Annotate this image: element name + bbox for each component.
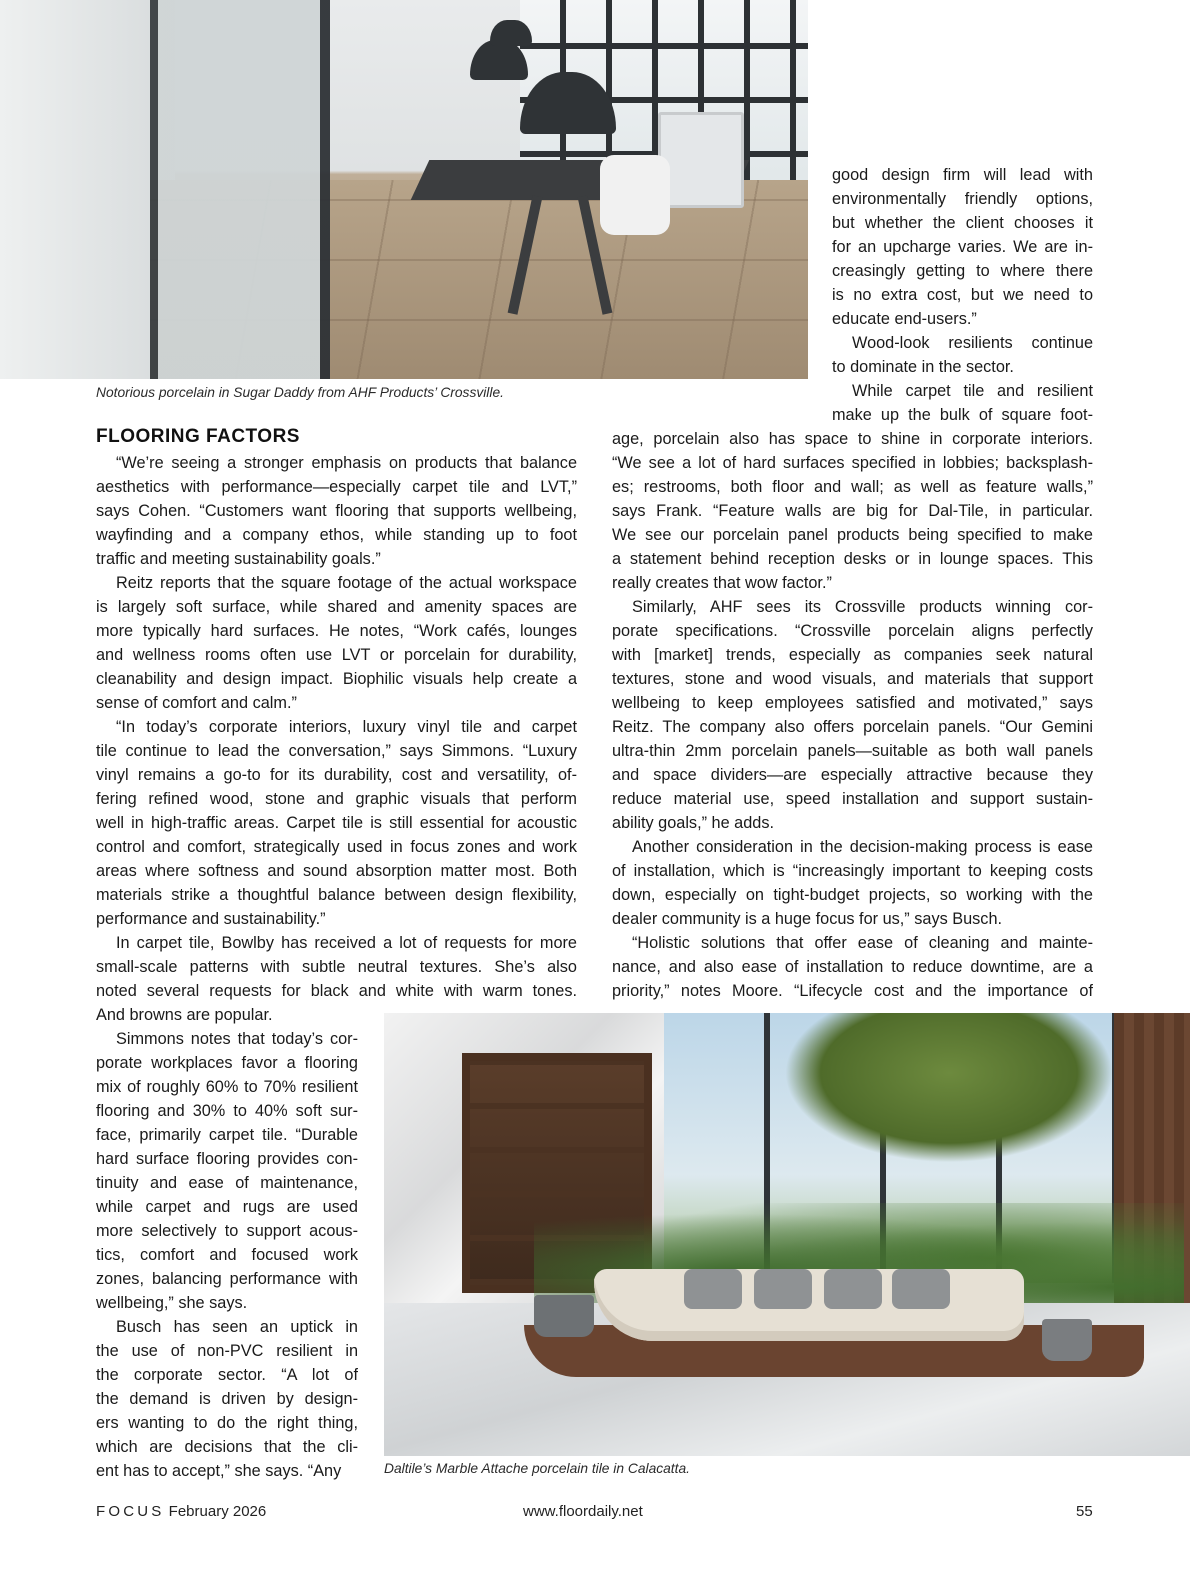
right-top-column (832, 163, 1093, 427)
footer-url[interactable]: www.floordaily.net (523, 1503, 643, 1520)
left-narrow-column (96, 1027, 358, 1483)
text-line: tile continue to lead the conversation,” says Simmons. “Luxury (96, 742, 577, 760)
text-line: of installation, which is “increasingly important to keeping costs (612, 862, 1093, 880)
text-line: says Cohen. “Customers want flooring that supports wellbeing, (96, 502, 577, 520)
text-line: with [market] trends, especially as companies seek natural (612, 646, 1093, 664)
text-line: Another consideration in the decision-making process is ease (632, 838, 1093, 856)
text-line: mix of roughly 60% to 70% resilient (96, 1078, 358, 1096)
text-line: priority,” notes Moore. “Lifecycle cost and the importance of (612, 982, 1093, 1000)
text-line: Wood-look resilients continue (852, 334, 1093, 352)
text-line: es; restrooms, both floor and wall; as well as feature walls,” (612, 478, 1093, 496)
text-line: more typically hard surfaces. He notes, “Work cafés, lounges (96, 622, 577, 640)
text-line: We see our porcelain panel products being specified to make (612, 526, 1093, 544)
text-line: materials strike a thoughtful balance between design flexibility, (96, 886, 577, 904)
text-line: Reitz reports that the square footage of the actual workspace (116, 574, 577, 592)
footer-issue (96, 1503, 266, 1520)
text-line: wellbeing to keep employees satisfied and motivated,” says (612, 694, 1093, 712)
text-line: cleanability and design impact. Biophilic visuals help create a (96, 670, 577, 688)
text-line: creasingly getting to where there (832, 262, 1093, 280)
text-line: ability goals,” he adds. (612, 814, 775, 832)
text-line: good design firm will lead with (832, 166, 1093, 184)
text-line: tinuity and ease of maintenance, (96, 1174, 358, 1192)
text-line: a statement behind reception desks or in lounge spaces. This (612, 550, 1093, 568)
footer-page-number: 55 (1076, 1503, 1093, 1520)
text-line: Reitz. The company also offers porcelain panels. “Our Gemini (612, 718, 1093, 736)
text-line: small-scale patterns with subtle neutral textures. She’s also (96, 958, 577, 976)
text-line: for an upcharge varies. We are in- (832, 238, 1093, 256)
text-line: which are decisions that the cli- (96, 1438, 358, 1456)
text-line: is no extra cost, but we need to (832, 286, 1093, 304)
office-photo (0, 0, 808, 379)
section-heading: FLOORING FACTORS (96, 426, 300, 447)
text-line: the use of non-PVC resilient in (96, 1342, 358, 1360)
left-column (96, 451, 577, 1027)
text-line: performance and sustainability.” (96, 910, 326, 928)
text-line: hard surface flooring provides con- (96, 1150, 358, 1168)
text-line: And browns are popular. (96, 1006, 273, 1024)
text-line: Similarly, AHF sees its Crossville products winning cor- (632, 598, 1093, 616)
text-line: “We see a lot of hard surfaces specified in lobbies; backsplash- (612, 454, 1093, 472)
lobby-photo (384, 1013, 1190, 1456)
text-line: age, porcelain also has space to shine in corporate interiors. (612, 430, 1093, 448)
top-photo-caption: Notorious porcelain in Sugar Daddy from AHF Products’ Crossville. (96, 385, 504, 400)
text-line: the corporate sector. “A lot of (96, 1366, 358, 1384)
text-line: dealer community is a huge focus for us,” says Busch. (612, 910, 1003, 928)
text-line: “We’re seeing a stronger emphasis on products that balance (116, 454, 577, 472)
footer-magazine-name: FOCUS (96, 1503, 165, 1520)
text-line: sense of comfort and calm.” (96, 694, 297, 712)
text-line: flooring and 30% to 40% soft sur- (96, 1102, 358, 1120)
text-line: “Holistic solutions that offer ease of cleaning and mainte- (632, 934, 1093, 952)
text-line: ers wanting to do the right thing, (96, 1414, 358, 1432)
text-line: says Frank. “Feature walls are big for Dal-Tile, in particular. (612, 502, 1093, 520)
text-line: vinyl remains a go-to for its durability, cost and versatility, of- (96, 766, 577, 784)
text-line: ent has to accept,” she says. “Any (96, 1462, 342, 1480)
text-line: more selectively to support acous- (96, 1222, 358, 1240)
text-line: the demand is driven by design- (96, 1390, 358, 1408)
text-line: traffic and meeting sustainability goals.” (96, 550, 381, 568)
text-line: Busch has seen an uptick in (116, 1318, 358, 1336)
text-line: “In today’s corporate interiors, luxury vinyl tile and carpet (116, 718, 577, 736)
text-line: Simmons notes that today’s cor- (116, 1030, 358, 1048)
text-line: porate workplaces favor a flooring (96, 1054, 358, 1072)
text-line: wayfinding and a company ethos, while standing up to foot (96, 526, 577, 544)
footer-issue-date: February 2026 (168, 1503, 267, 1520)
text-line: nance, and also ease of installation to reduce downtime, are a (612, 958, 1093, 976)
text-line: areas where softness and sound absorption matter most. Both (96, 862, 577, 880)
text-line: tics, comfort and focused work (96, 1246, 358, 1264)
text-line: While carpet tile and resilient (852, 382, 1093, 400)
text-line: while carpet and rugs are used (96, 1198, 358, 1216)
text-line: is largely soft surface, while shared and amenity spaces are (96, 598, 577, 616)
text-line: and space dividers—are especially attractive because they (612, 766, 1093, 784)
text-line: noted several requests for black and white with warm tones. (96, 982, 577, 1000)
text-line: textures, stone and wood visuals, and materials that support (612, 670, 1093, 688)
text-line: zones, balancing performance with (96, 1270, 358, 1288)
text-line: well in high-traffic areas. Carpet tile is still essential for acoustic (96, 814, 577, 832)
text-line: make up the bulk of square foot- (832, 406, 1093, 424)
text-line: wellbeing,” she says. (96, 1294, 248, 1312)
bottom-photo-caption: Daltile’s Marble Attache porcelain tile in Calacatta. (384, 1461, 690, 1476)
text-line: really creates that wow factor.” (612, 574, 832, 592)
text-line: face, primarily carpet tile. “Durable (96, 1126, 358, 1144)
text-line: educate end-users.” (832, 310, 977, 328)
text-line: reduce material use, speed installation and support sustain- (612, 790, 1093, 808)
text-line: ultra-thin 2mm porcelain panels—suitable as both wall panels (612, 742, 1093, 760)
text-line: down, especially on tight-budget projects, so working with the (612, 886, 1093, 904)
text-line: and wellness rooms often use LVT or porcelain for durability, (96, 646, 577, 664)
text-line: In carpet tile, Bowlby has received a lot of requests for more (116, 934, 577, 952)
text-line: control and comfort, strategically used in focus zones and work (96, 838, 577, 856)
text-line: but whether the client chooses it (832, 214, 1093, 232)
text-line: aesthetics with performance—especially carpet tile and LVT,” (96, 478, 577, 496)
right-column (612, 427, 1093, 1003)
text-line: to dominate in the sector. (832, 358, 1014, 376)
text-line: fering refined wood, stone and graphic visuals that perform (96, 790, 577, 808)
text-line: porate specifications. “Crossville porcelain aligns perfectly (612, 622, 1093, 640)
text-line: environmentally friendly options, (832, 190, 1093, 208)
